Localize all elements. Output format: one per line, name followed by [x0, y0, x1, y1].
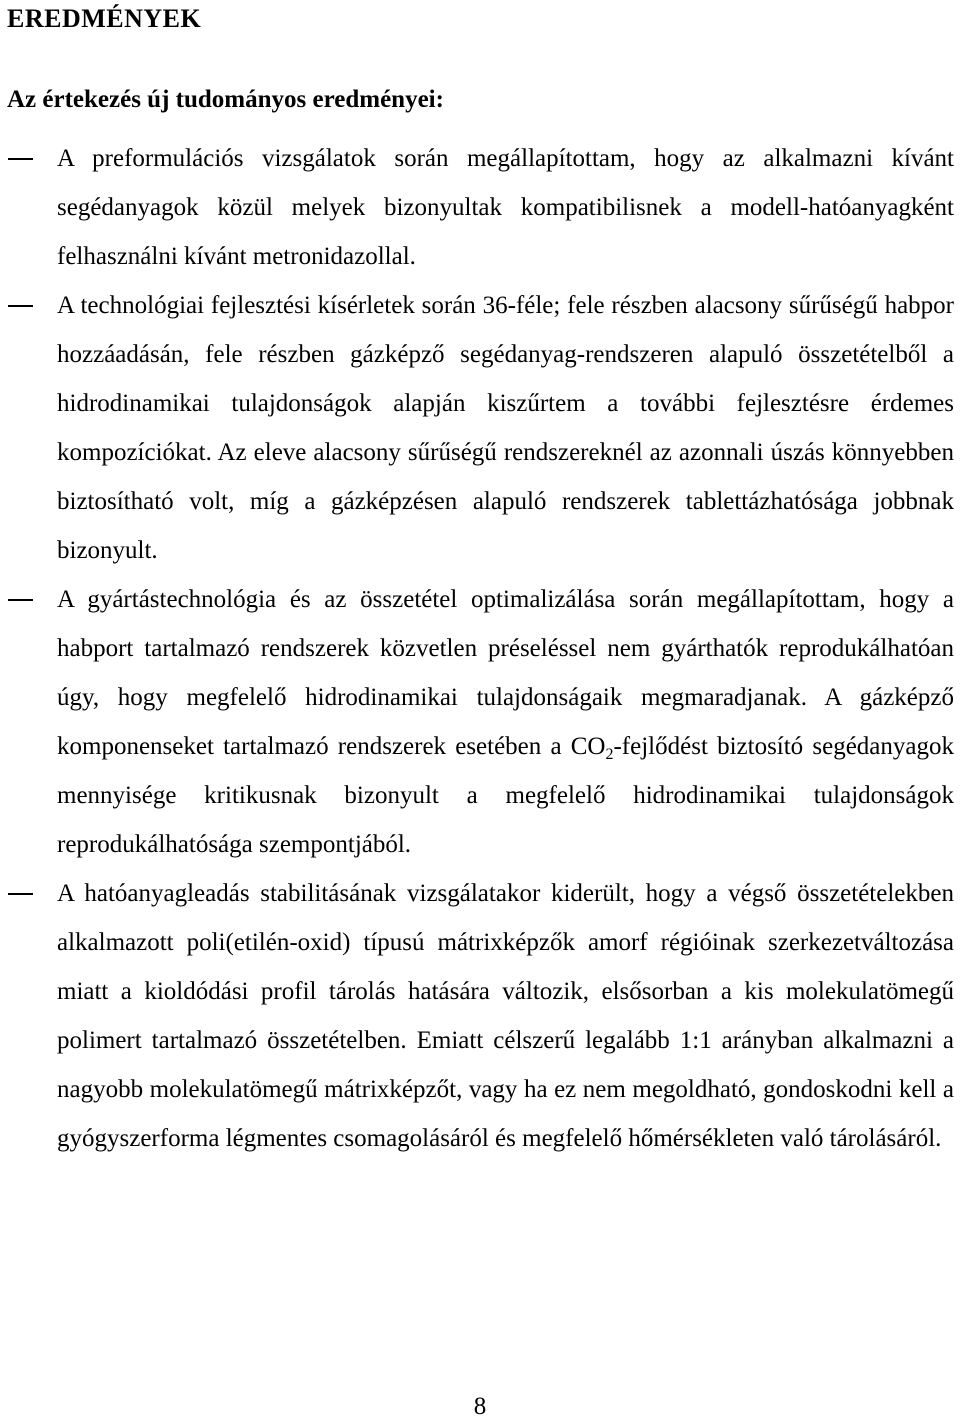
list-item — [0, 575, 960, 869]
page-number: 8 — [473, 1393, 487, 1420]
list-item — [0, 281, 960, 575]
section-subheading: Az értekezés új tudományos eredményei: — [7, 86, 444, 113]
dash-bullet-icon — [8, 305, 33, 307]
dash-bullet-icon — [8, 599, 33, 601]
results-list — [0, 134, 960, 1163]
list-item — [0, 134, 960, 281]
subscript: 2 — [605, 746, 614, 763]
list-item-text: A hatóanyagleadás stabilitásának vizsgálatakor kiderült, hogy a végső összetételekben alkalmazott poli(etilén-oxid) típusú mátrixképzők amorf régióinak szerkezetváltozása miatt a kioldódási profil tárolás hatására változik, elsősorban a kis molekulatömegű polimert tartalmazó összetételben. Emiatt célszerű legalább 1:1 arányban alkalmazni a nagyobb molekulatömegű mátrixképzőt, vagy ha ez nem megoldható, gondoskodni kell a gyógyszerforma légmentes csomagolásáról és megfelelő hőmérsékleten való tárolásáról. — [57, 880, 954, 1152]
list-item-text: A technológiai fejlesztési kísérletek során 36-féle; fele részben alacsony sűrűségű habpor hozzáadásán, fele részben gázképző segédanyag-rendszeren alapuló összetételből a hidrodinamikai tulajdonságok alapján kiszűrtem a további fejlesztésre érdemes kompozíciókat. Az eleve alacsony sűrűségű rendszereknél az azonnali úszás könnyebben biztosítható volt, míg a gázképzésen alapuló rendszerek tablettázhatósága jobbnak bizonyult. — [57, 292, 954, 564]
list-item-text — [57, 586, 954, 858]
list-item-text-before-subscript: A gyártástechnológia és az összetétel optimalizálása során megállapítottam, hogy a habport tartalmazó rendszerek közvetlen préseléssel nem gyárthatók reprodukálhatóan úgy, hogy megfelelő hidrodinamikai tulajdonságaik megmaradjanak. A gázképző komponenseket tartalmazó rendszerek esetében a CO — [57, 586, 954, 760]
section-heading: EREDMÉNYEK — [7, 4, 202, 33]
list-item-text-after-subscript: -fejlődést biztosító segédanyagok mennyisége kritikusnak bizonyult a megfelelő hidrodinamikai tulajdonságok reprodukálhatósága szempontjából. — [57, 733, 954, 858]
dash-bullet-icon — [8, 158, 33, 160]
list-item-text: A preformulációs vizsgálatok során megállapítottam, hogy az alkalmazni kívánt segédanyagok közül melyek bizonyultak kompatibilisnek a modell-hatóanyagként felhasználni kívánt metronidazollal. — [57, 145, 954, 270]
dash-bullet-icon — [8, 893, 33, 895]
list-item — [0, 869, 960, 1163]
